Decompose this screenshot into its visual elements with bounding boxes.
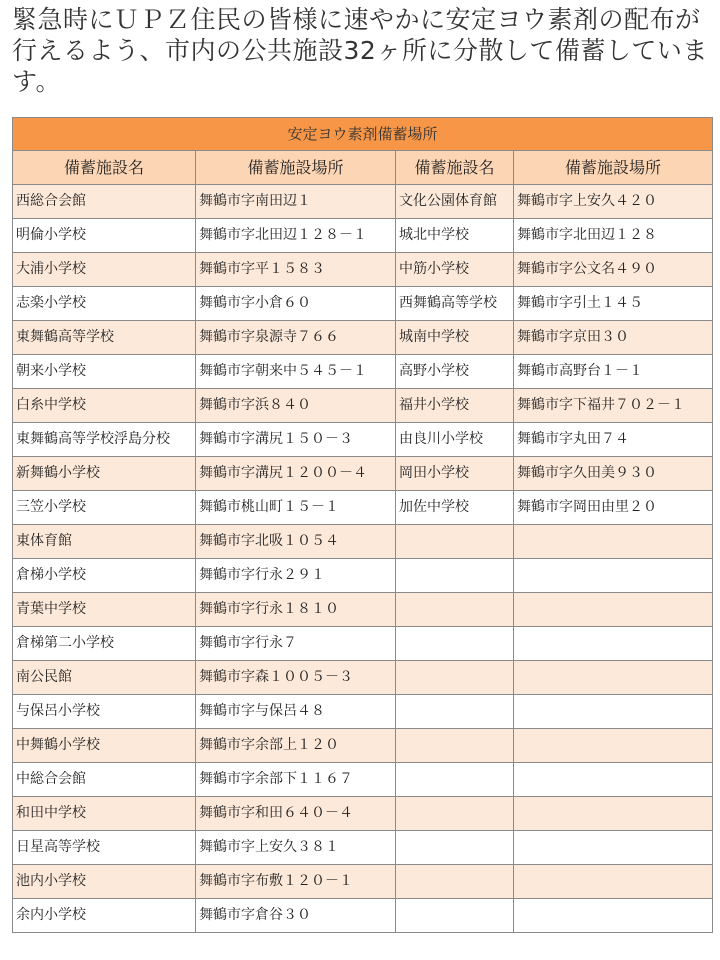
table-row — [13, 695, 713, 729]
intro-text: 緊急時にＵＰＺ住民の皆様に速やかに安定ヨウ素剤の配布が行えるよう、市内の公共施設32ヶ所に分散して備蓄しています。 — [12, 5, 708, 96]
facility-location-cell: 舞鶴市字小倉６０ — [196, 287, 396, 321]
facility-location-2-cell — [514, 763, 713, 797]
facility-name-2-cell — [396, 593, 514, 627]
facility-name-cell: 与保呂小学校 — [13, 695, 196, 729]
facility-location-2-cell: 舞鶴市字上安久４２０ — [514, 185, 713, 219]
facility-location-2-cell — [514, 593, 713, 627]
facility-location-cell: 舞鶴市字余部上１２０ — [196, 729, 396, 763]
stockpile-table — [12, 117, 713, 933]
facility-name-2-cell: 中筋小学校 — [396, 253, 514, 287]
facility-location-cell: 舞鶴市字行永７ — [196, 627, 396, 661]
facility-location-cell: 舞鶴市桃山町１５－１ — [196, 491, 396, 525]
facility-location-cell: 舞鶴市字北田辺１２８－１ — [196, 219, 396, 253]
facility-location-cell: 舞鶴市字朝来中５４５－１ — [196, 355, 396, 389]
facility-location-cell: 舞鶴市字上安久３８１ — [196, 831, 396, 865]
facility-name-cell: 東体育館 — [13, 525, 196, 559]
facility-location-2-cell — [514, 729, 713, 763]
facility-name-2-cell — [396, 831, 514, 865]
facility-location-2-cell — [514, 661, 713, 695]
facility-name-2-cell: 岡田小学校 — [396, 457, 514, 491]
facility-location-cell: 舞鶴市字和田６４０－４ — [196, 797, 396, 831]
facility-name-cell: 余内小学校 — [13, 899, 196, 933]
facility-name-2-cell — [396, 525, 514, 559]
facility-name-2-cell — [396, 661, 514, 695]
facility-name-cell: 大浦小学校 — [13, 253, 196, 287]
table-row — [13, 423, 713, 457]
facility-location-2-cell: 舞鶴市高野台１－１ — [514, 355, 713, 389]
header-row — [13, 151, 713, 185]
facility-name-2-cell: 文化公園体育館 — [396, 185, 514, 219]
facility-name-cell: 東舞鶴高等学校 — [13, 321, 196, 355]
table-row — [13, 661, 713, 695]
facility-location-2-cell — [514, 695, 713, 729]
facility-name-2-cell — [396, 559, 514, 593]
facility-location-2-cell: 舞鶴市字公文名４９０ — [514, 253, 713, 287]
facility-name-cell: 朝来小学校 — [13, 355, 196, 389]
facility-name-cell: 池内小学校 — [13, 865, 196, 899]
facility-location-cell: 舞鶴市字泉源寺７６６ — [196, 321, 396, 355]
facility-location-cell: 舞鶴市字北吸１０５４ — [196, 525, 396, 559]
facility-name-cell: 三笠小学校 — [13, 491, 196, 525]
table-row — [13, 321, 713, 355]
facility-name-cell: 倉梯第二小学校 — [13, 627, 196, 661]
facility-location-2-cell — [514, 899, 713, 933]
facility-location-2-cell: 舞鶴市字引土１４５ — [514, 287, 713, 321]
facility-location-cell: 舞鶴市字余部下１１６７ — [196, 763, 396, 797]
facility-name-2-cell: 城南中学校 — [396, 321, 514, 355]
facility-name-2-cell: 城北中学校 — [396, 219, 514, 253]
facility-name-2-cell: 西舞鶴高等学校 — [396, 287, 514, 321]
header-facility-name-2: 備蓄施設名 — [396, 151, 514, 185]
facility-location-cell: 舞鶴市字行永１８１０ — [196, 593, 396, 627]
table-row — [13, 491, 713, 525]
facility-name-2-cell — [396, 763, 514, 797]
facility-location-2-cell — [514, 559, 713, 593]
facility-location-cell: 舞鶴市字南田辺１ — [196, 185, 396, 219]
table-row — [13, 831, 713, 865]
table-row — [13, 729, 713, 763]
table-row — [13, 287, 713, 321]
facility-name-cell: 中舞鶴小学校 — [13, 729, 196, 763]
facility-name-cell: 東舞鶴高等学校浮島分校 — [13, 423, 196, 457]
facility-location-cell: 舞鶴市字森１００５－３ — [196, 661, 396, 695]
table-row — [13, 763, 713, 797]
facility-location-2-cell: 舞鶴市字北田辺１２８ — [514, 219, 713, 253]
facility-location-2-cell — [514, 865, 713, 899]
facility-location-2-cell — [514, 797, 713, 831]
facility-name-cell: 和田中学校 — [13, 797, 196, 831]
facility-name-cell: 志楽小学校 — [13, 287, 196, 321]
facility-location-2-cell — [514, 831, 713, 865]
facility-name-2-cell — [396, 899, 514, 933]
table-row — [13, 627, 713, 661]
facility-name-2-cell: 加佐中学校 — [396, 491, 514, 525]
facility-name-cell: 青葉中学校 — [13, 593, 196, 627]
facility-name-2-cell — [396, 695, 514, 729]
table-row — [13, 185, 713, 219]
facility-name-2-cell: 高野小学校 — [396, 355, 514, 389]
table-row — [13, 457, 713, 491]
facility-location-2-cell: 舞鶴市字丸田７４ — [514, 423, 713, 457]
facility-location-2-cell: 舞鶴市字久田美９３０ — [514, 457, 713, 491]
header-facility-location: 備蓄施設場所 — [196, 151, 396, 185]
table-body — [13, 185, 713, 933]
facility-location-2-cell — [514, 525, 713, 559]
facility-location-cell: 舞鶴市字与保呂４８ — [196, 695, 396, 729]
facility-name-2-cell — [396, 729, 514, 763]
facility-location-cell: 舞鶴市字溝尻１５０－３ — [196, 423, 396, 457]
facility-name-cell: 明倫小学校 — [13, 219, 196, 253]
facility-name-cell: 西総合会館 — [13, 185, 196, 219]
facility-location-cell: 舞鶴市字倉谷３０ — [196, 899, 396, 933]
facility-location-cell: 舞鶴市字浜８４０ — [196, 389, 396, 423]
facility-location-2-cell: 舞鶴市字岡田由里２０ — [514, 491, 713, 525]
facility-name-2-cell: 福井小学校 — [396, 389, 514, 423]
facility-name-cell: 新舞鶴小学校 — [13, 457, 196, 491]
header-facility-location-2: 備蓄施設場所 — [514, 151, 713, 185]
table-row — [13, 899, 713, 933]
facility-location-cell: 舞鶴市字行永２９１ — [196, 559, 396, 593]
table-row — [13, 389, 713, 423]
table-row — [13, 593, 713, 627]
facility-location-cell: 舞鶴市字平１５８３ — [196, 253, 396, 287]
facility-name-2-cell — [396, 627, 514, 661]
facility-name-cell: 南公民館 — [13, 661, 196, 695]
header-facility-name: 備蓄施設名 — [13, 151, 196, 185]
facility-name-cell: 白糸中学校 — [13, 389, 196, 423]
facility-name-2-cell: 由良川小学校 — [396, 423, 514, 457]
table-row — [13, 797, 713, 831]
table-caption: 安定ヨウ素剤備蓄場所 — [13, 118, 713, 151]
table-row — [13, 219, 713, 253]
facility-name-cell: 倉梯小学校 — [13, 559, 196, 593]
facility-name-2-cell — [396, 797, 514, 831]
table-row — [13, 253, 713, 287]
facility-name-2-cell — [396, 865, 514, 899]
table-row — [13, 559, 713, 593]
facility-location-2-cell — [514, 627, 713, 661]
facility-name-cell: 日星高等学校 — [13, 831, 196, 865]
facility-name-cell: 中総合会館 — [13, 763, 196, 797]
facility-location-2-cell: 舞鶴市字京田３０ — [514, 321, 713, 355]
facility-location-cell: 舞鶴市字溝尻１２００－４ — [196, 457, 396, 491]
table-row — [13, 355, 713, 389]
facility-location-cell: 舞鶴市字布敷１２０－１ — [196, 865, 396, 899]
facility-location-2-cell: 舞鶴市字下福井７０２－１ — [514, 389, 713, 423]
table-row — [13, 525, 713, 559]
table-row — [13, 865, 713, 899]
